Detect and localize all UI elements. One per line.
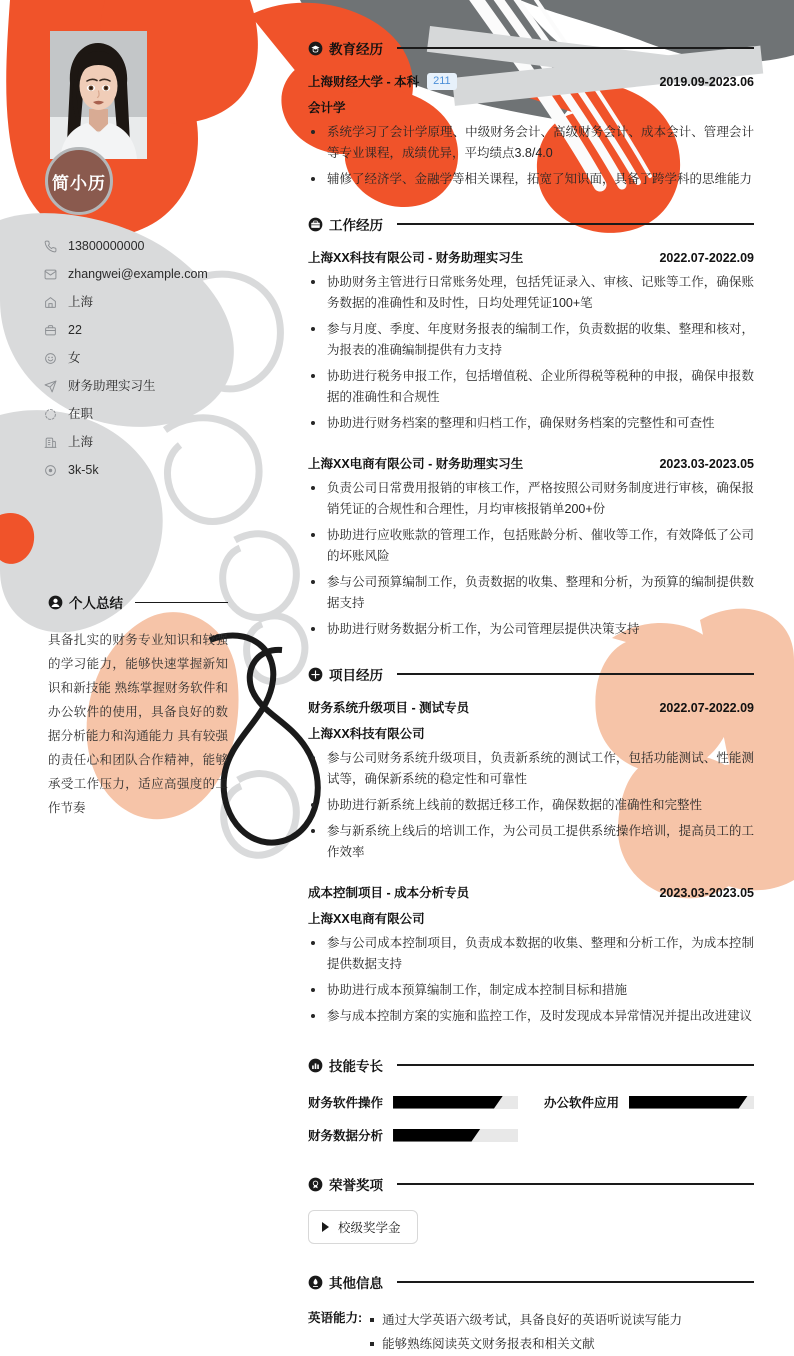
contact-row-phone	[44, 232, 294, 260]
contact-row-position	[44, 372, 294, 400]
contact-list	[44, 232, 294, 484]
contact-value-gender: 女	[68, 350, 81, 365]
skill-progress-fill	[393, 1129, 480, 1142]
education-section	[308, 0, 754, 190]
summary-header	[48, 592, 228, 612]
contact-row-age	[44, 316, 294, 344]
summary-text: 具备扎实的财务专业知识和较强的学习能力，能够快速掌握新知识和新技能 熟练掌握财务软件和办公软件的使用，具备良好的数据分析能力和沟通能力 具有较强的责任心和团队合作精神，能够承受工作压力，适应高强度的工作节奏	[48, 633, 228, 815]
skill-item	[308, 1126, 518, 1144]
work-icon	[308, 217, 323, 232]
list-item: 协助财务主管进行日常账务处理，包括凭证录入、审核、记账等工作，确保账务数据的准确性和及时性，日均处理凭证100+笔	[308, 272, 754, 314]
name-badge	[45, 147, 113, 215]
project-entry	[308, 883, 754, 1027]
work-company-role: 上海XX科技有限公司 - 财务助理实习生	[308, 251, 524, 265]
list-item: 参与新系统上线后的培训工作，为公司员工提供系统操作培训，提高员工的工作效率	[308, 821, 754, 863]
skill-progress-bar	[393, 1096, 518, 1109]
contact-value-city: 上海	[68, 434, 94, 449]
contact-row-status	[44, 400, 294, 428]
person-icon	[48, 595, 63, 610]
contact-row-email	[44, 260, 294, 288]
education-title: 教育经历	[329, 42, 383, 57]
work-bullets	[308, 272, 754, 434]
work-entry-top	[308, 454, 754, 472]
other-info-row	[308, 1308, 754, 1356]
contact-row-gender	[44, 344, 294, 372]
project-name-role: 财务系统升级项目 - 测试专员	[308, 701, 470, 715]
summary-divider	[135, 602, 228, 603]
gender-icon	[44, 352, 64, 365]
work-entry-top	[308, 248, 754, 266]
other-info-label: 英语能力:	[308, 1311, 363, 1325]
list-item: 能够熟练阅读英文财务报表和相关文献	[364, 1332, 682, 1356]
phone-icon	[44, 240, 64, 253]
project-bullets	[308, 933, 754, 1027]
projects-title: 项目经历	[329, 668, 383, 683]
project-company: 上海XX科技有限公司	[308, 727, 425, 741]
city-icon	[44, 436, 64, 449]
education-major: 会计学	[308, 101, 346, 115]
skills-section	[308, 1055, 754, 1144]
award-icon	[308, 1177, 323, 1192]
skill-slot-empty	[544, 1126, 754, 1144]
contact-value-position: 财务助理实习生	[68, 378, 156, 393]
project-entry-top	[308, 883, 754, 901]
list-item: 参与公司预算编制工作，负责数据的收集、整理和分析，为预算的编制提供数据支持	[308, 572, 754, 614]
age-icon	[44, 324, 64, 337]
skill-progress-fill	[393, 1096, 503, 1109]
work-company-role: 上海XX电商有限公司 - 财务助理实习生	[308, 457, 524, 471]
status-icon	[44, 408, 64, 421]
status-badge: 211	[427, 73, 457, 90]
awards-divider	[397, 1183, 754, 1184]
education-entry	[308, 72, 754, 190]
project-date: 2022.07-2022.09	[659, 701, 754, 715]
portrait-illustration	[50, 31, 147, 159]
project-date: 2023.03-2023.05	[659, 886, 754, 900]
skill-label: 办公软件应用	[544, 1096, 620, 1110]
education-divider	[397, 47, 754, 48]
skill-item	[308, 1093, 518, 1111]
skill-item	[544, 1093, 754, 1111]
email-icon	[44, 268, 64, 281]
list-item: 系统学习了会计学原理、中级财务会计、高级财务会计、成本会计、管理会计等专业课程，成绩优异，平均绩点3.8/4.0	[308, 122, 754, 164]
contact-row-home	[44, 288, 294, 316]
work-date: 2022.07-2022.09	[659, 251, 754, 265]
list-item: 参与公司财务系统升级项目，负责新系统的测试工作，包括功能测试、性能测试等，确保新系统的稳定性和可靠性	[308, 748, 754, 790]
skill-progress-bar	[393, 1129, 518, 1142]
work-entry	[308, 248, 754, 434]
project-icon	[308, 667, 323, 682]
contact-row-city	[44, 428, 294, 456]
projects-divider	[397, 673, 754, 674]
work-entry	[308, 454, 754, 640]
awards-list	[308, 1210, 754, 1244]
education-entry-top	[308, 72, 754, 90]
position-icon	[44, 380, 64, 393]
candidate-name: 简小历	[52, 173, 106, 193]
work-date: 2023.03-2023.05	[659, 457, 754, 471]
education-school: 上海财经大学 - 本科	[308, 75, 420, 89]
project-company: 上海XX电商有限公司	[308, 912, 425, 926]
list-item: 通过大学英语六级考试，具备良好的英语听说读写能力	[364, 1308, 682, 1332]
awards-title: 荣誉奖项	[329, 1178, 383, 1193]
contact-value-status: 在职	[68, 406, 94, 421]
skill-progress-bar	[629, 1096, 754, 1109]
education-header	[308, 38, 754, 58]
list-item: 参与月度、季度、年度财务报表的编制工作，负责数据的收集、整理和核对，为报表的准确编制提供有力支持	[308, 319, 754, 361]
list-item: 协助进行财务档案的整理和归档工作，确保财务档案的完整性和可查性	[308, 413, 754, 434]
education-icon	[308, 41, 323, 56]
contact-row-salary	[44, 456, 294, 484]
skills-divider	[397, 1064, 754, 1065]
contact-value-age: 22	[68, 322, 82, 337]
contact-value-home: 上海	[68, 294, 94, 309]
skills-grid	[308, 1093, 754, 1144]
summary-section	[48, 592, 228, 820]
project-entry	[308, 698, 754, 863]
list-item: 辅修了经济学、金融学等相关课程，拓宽了知识面，具备了跨学科的思维能力	[308, 169, 754, 190]
list-item: 负责公司日常费用报销的审核工作，严格按照公司财务制度进行审核，确保报销凭证的合规性和合理性，月均审核报销单200+份	[308, 478, 754, 520]
other-info-list	[364, 1308, 682, 1356]
other-icon	[308, 1275, 323, 1290]
list-item: 协助进行应收账款的管理工作，包括账龄分析、催收等工作，有效降低了公司的坏账风险	[308, 525, 754, 567]
work-header	[308, 214, 754, 234]
list-item: 参与成本控制方案的实施和监控工作，及时发现成本异常情况并提出改进建议	[308, 1006, 754, 1027]
work-section	[308, 214, 754, 640]
left-sidebar	[0, 0, 300, 1320]
work-divider	[397, 223, 754, 224]
projects-header	[308, 664, 754, 684]
home-icon	[44, 296, 64, 309]
skill-progress-fill	[629, 1096, 748, 1109]
skill-label: 财务数据分析	[308, 1129, 384, 1143]
other-info-divider	[397, 1281, 754, 1282]
summary-title: 个人总结	[69, 596, 123, 611]
list-item: 协助进行税务申报工作，包括增值税、企业所得税等税种的申报，确保申报数据的准确性和合规性	[308, 366, 754, 408]
list-item: 参与公司成本控制项目，负责成本数据的收集、整理和分析工作，为成本控制提供数据支持	[308, 933, 754, 975]
skills-icon	[308, 1058, 323, 1073]
work-bullets	[308, 478, 754, 640]
main-content	[308, 0, 754, 1356]
project-bullets	[308, 748, 754, 863]
award-chip[interactable]	[308, 1210, 418, 1244]
play-triangle-icon	[322, 1222, 329, 1232]
education-entry-left	[308, 72, 457, 90]
salary-icon	[44, 464, 64, 477]
awards-section	[308, 1174, 754, 1244]
other-info-title: 其他信息	[329, 1276, 383, 1291]
project-name-role: 成本控制项目 - 成本分析专员	[308, 886, 470, 900]
avatar	[50, 31, 147, 159]
contact-value-phone: 13800000000	[68, 238, 145, 253]
other-info-section	[308, 1272, 754, 1356]
list-item: 协助进行财务数据分析工作，为公司管理层提供决策支持	[308, 619, 754, 640]
list-item: 协助进行成本预算编制工作，制定成本控制目标和措施	[308, 980, 754, 1001]
other-info-header	[308, 1272, 754, 1292]
skills-header	[308, 1055, 754, 1075]
project-entry-top	[308, 698, 754, 716]
skill-label: 财务软件操作	[308, 1096, 384, 1110]
education-bullets	[308, 122, 754, 190]
contact-value-salary: 3k-5k	[68, 462, 99, 477]
list-item: 协助进行新系统上线前的数据迁移工作，确保数据的准确性和完整性	[308, 795, 754, 816]
projects-section	[308, 664, 754, 1027]
skills-title: 技能专长	[329, 1059, 383, 1074]
work-title: 工作经历	[329, 218, 383, 233]
award-label: 校级奖学金	[338, 1221, 401, 1235]
contact-value-email: zhangwei@example.com	[68, 266, 208, 281]
education-date: 2019.09-2023.06	[659, 75, 754, 89]
awards-header	[308, 1174, 754, 1194]
